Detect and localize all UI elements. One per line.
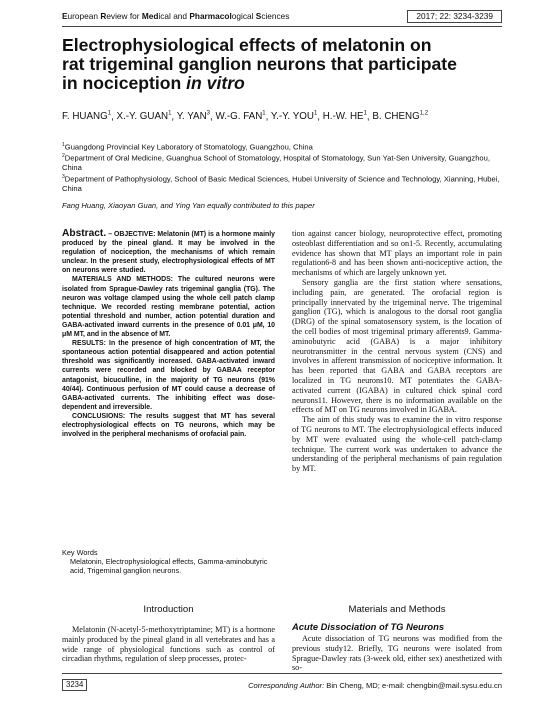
introduction-heading: Introduction — [143, 604, 194, 615]
corresponding-author — [160, 681, 502, 690]
author: H.-W. $HE^1$ — [322, 111, 367, 123]
keywords-label: Key Words — [62, 548, 98, 557]
citation-box: 2017; 22: 3234-3239 — [407, 10, 502, 23]
right-column-text — [292, 229, 502, 474]
abstract-conclusions: CONCLUSIONS: The results suggest that MT has several electrophysiological effects on TG neurons, which may be involved in the peripheral mechanisms of orofacial pain. — [62, 412, 275, 439]
author: Y.-Y. YOU$^1$ — [270, 111, 318, 123]
introduction-text — [62, 625, 275, 664]
affiliation: $^3$Department of Pathophysiology, School of Basic Medical Sciences, Hubei University of Science and Technology, Xianning, Hubei, China — [62, 173, 500, 193]
title-line-3: in nociception — [62, 73, 187, 93]
running-header — [62, 10, 502, 24]
footer-rule — [62, 673, 502, 674]
affiliation: $^2$Department of Oral Medicine, Guanghua School of Stomatology, Hospital of Stomatology, Sun Yat-Sen University, Guangzhou, China — [62, 153, 490, 173]
journal-name-part: Pharmacol — [189, 11, 232, 21]
abstract-methods: MATERIALS AND METHODS: The cultured neurons were isolated from Sprague-Dawley rats trigeminal ganglia (TG). The neuron was voltage clamped using the whole cell patch clamp technique. We recorded resting membrane potential, action potential threshold and number, action potential duration and GABA-activated inward currents in the presence of 0.01 μM, 10 μM MT, and in the absence of MT. — [62, 276, 275, 339]
author-affiliation-mark: 3 — [206, 111, 211, 117]
affiliation-mark: 3 — [62, 173, 65, 180]
title-line-2: rat trigeminal ganglion neurons that participate — [62, 54, 457, 74]
author: W.-G. FAN$^1$ — [215, 111, 266, 123]
author-list: F. HUANG$^1$, X.-Y. GUAN$^1$, Y. YAN$^3$, W.-G. FAN$^1$, Y.-Y. YOU$^1$, H.-W. $HE^1$, B. CHENG$^{1,2}$ — [62, 111, 429, 123]
keywords-text: Melatonin, Electrophysiological effects, Gamma-aminobutyric acid, Trigeminal ganglion neurons. — [70, 557, 268, 575]
methods-heading: Materials and Methods — [348, 604, 446, 615]
paragraph: tion against cancer biology, neuroprotective effect, promoting osteoblast differentiation and so on1-5. Recently, accumulating evidence has shown that MT plays an important role in pain regulation6-8 and has been shown anti-nociceptive action, the mechanisms of which are largely unknown yet. — [292, 229, 502, 278]
page-number: 3234 — [62, 679, 87, 691]
abstract-objective: Abstract. – OBJECTIVE: Melatonin (MT) is a hormone mainly produced by the pineal gland. It may be involved in the regulation of nociception, the mechanisms of which remain unclear. In the present study, electrophysiological effects of MT on neurons were studied. — [62, 228, 275, 275]
methods-subheading: Acute Dissociation of TG Neurons — [292, 621, 445, 632]
abstract — [62, 229, 275, 439]
paragraph: The aim of this study was to examine the in vitro response of TG neurons to MT. The electrophysiological effects induced by MT were evaluated using the whole-cell patch-clamp technique. The current work was undertaken to advance the understanding of the peripheral mechanisms of pain regulation by MT. — [292, 415, 502, 474]
journal-name-part: ogical — [231, 11, 256, 21]
journal-name-part: eview for — [106, 11, 142, 21]
corresponding-contact: Bin Cheng, MD; e-mail: chengbin@mail.sysu.edu.cn — [324, 681, 502, 690]
author-affiliation-mark: 1,2 — [419, 111, 429, 117]
paragraph: Sensory ganglia are the first station where sensations, including pain, are generated. The orofacial region is principally innervated by the trigeminal nerve. The trigeminal ganglion (TG), which is analogous to the dorsal root ganglia (DRG) of the spinal somatosensory system, is the location of the cell bodies of most trigeminal primary afferents9. Gamma-aminobutyric acid (GABA) is a major inhibitory neurotransmitter in the central nervous system (CNS) and involves in afferent transmission of nociceptive information. It has been reported that GABA and GABA receptors are localized in TG neurons10. MT potentiates the GABA-activated current (IGABA) in cultured chick spinal cord neurons11. However, there is no information available on the effects of MT on TG neurons involved in IGABA. — [292, 277, 502, 415]
author-affiliation-mark: 1 — [168, 111, 172, 117]
header-rule — [62, 26, 502, 27]
affiliation-mark: 2 — [62, 153, 65, 160]
journal-name-part: uropean — [67, 11, 101, 21]
author: B. CHENG$^{1,2}$ — [372, 111, 429, 123]
affiliation-mark: 1 — [62, 142, 65, 148]
author-affiliation-mark: 1 — [313, 111, 318, 117]
title-line-1: Electrophysiological effects of melatonin on — [62, 35, 432, 55]
journal-name — [62, 11, 289, 21]
affiliation: $^1$Guangdong Provincial Key Laboratory of Stomatology, Guangzhou, China — [62, 142, 313, 152]
affiliations — [62, 141, 502, 194]
abstract-heading: Abstract. — [62, 228, 107, 239]
author-affiliation-mark: 1 — [262, 111, 266, 117]
keywords — [62, 548, 275, 575]
author-affiliation-mark: 1 — [363, 111, 367, 117]
equal-contribution-note: Fang Huang, Xiaoyan Guan, and Ying Yan equally contributed to this paper — [62, 201, 315, 210]
journal-name-part: R — [100, 11, 107, 21]
journal-name-part: ciences — [261, 11, 290, 21]
article-title — [62, 36, 502, 93]
journal-name-part: ical and — [158, 11, 190, 21]
paragraph: Acute dissociation of TG neurons was modified from the previous study12. Briefly, TG neurons were isolated from Sprague-Dawley rats (3-week old, either sex) anesthetized with so- — [292, 634, 502, 673]
journal-name-part: S — [255, 11, 262, 21]
author: X.-Y. GUAN$^1$ — [116, 111, 172, 123]
author: F. HUANG$^1$ — [62, 111, 112, 123]
corresponding-label: Corresponding Author: — [248, 681, 325, 690]
journal-name-part: E — [62, 11, 68, 21]
author-affiliation-mark: 1 — [107, 111, 112, 117]
title-italic: in vitro — [186, 73, 245, 93]
methods-text — [292, 634, 502, 673]
journal-name-part: Med — [141, 11, 159, 21]
paragraph: Melatonin (N-acetyl-5-methoxytriptamine; MT) is a hormone mainly produced by the pineal gland in all vertebrates and has a wide range of physiological functions such as control of circadian rhythms, regulation of sleep processes, protec- — [62, 625, 275, 664]
author: Y. YAN$^3$ — [176, 111, 211, 123]
abstract-results: RESULTS: In the presence of high concentration of MT, the spontaneous action potential disappeared and action potential threshold was significantly increased. GABA-activated inward currents were recorded and blocked by GABAA receptor antagonist, bicuculline, in the majority of TG neurons (91% 40/44). Continuous perfusion of MT could cause a decrease of GABA-activated currents. The inhibiting effect was dose-dependent and irreversible. — [62, 340, 275, 411]
